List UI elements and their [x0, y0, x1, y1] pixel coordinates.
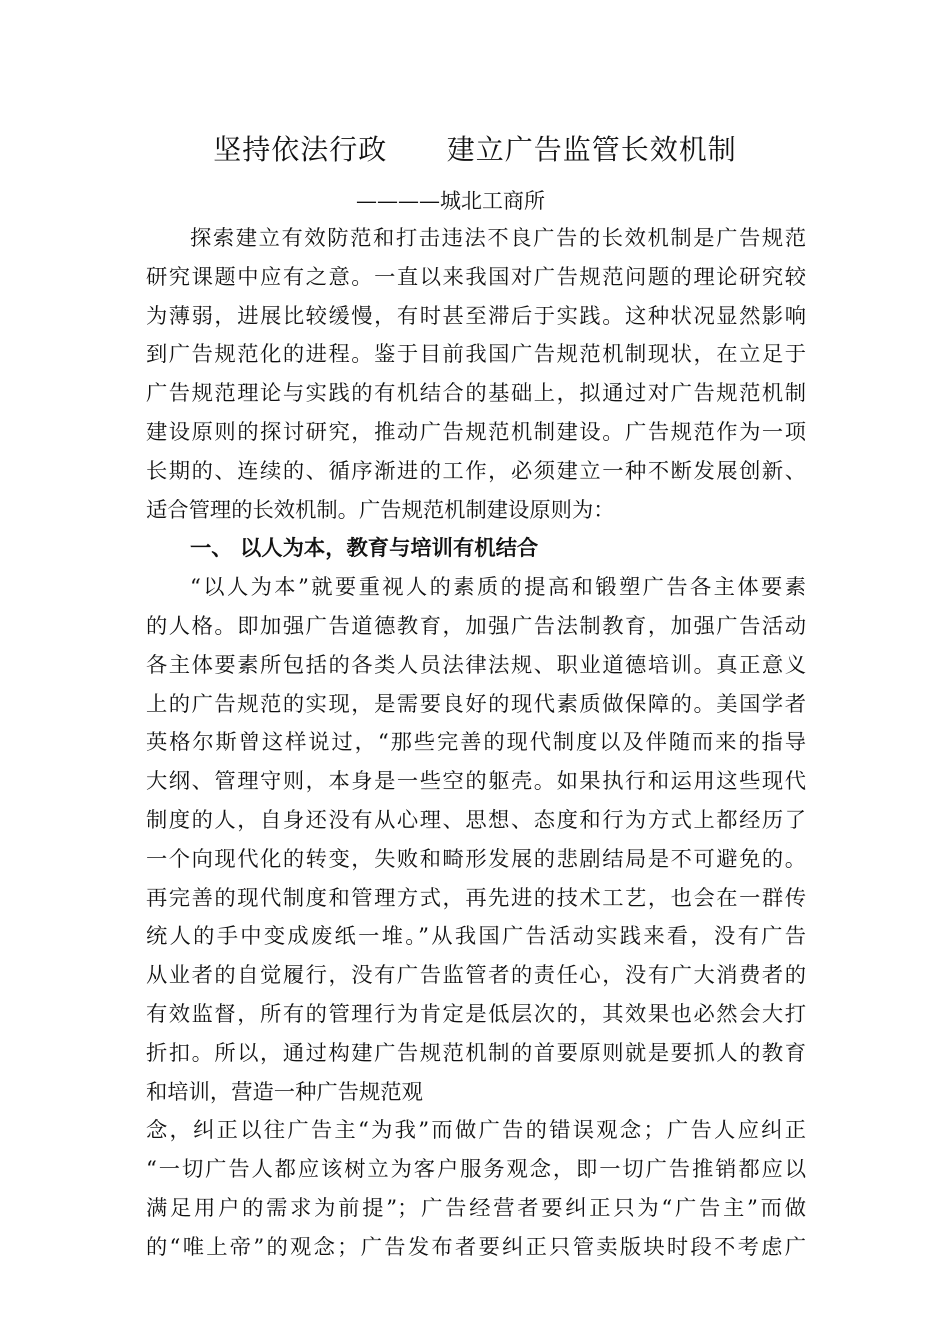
paragraph-line: 念，纠正以往广告主“为我”而做广告的错误观念；广告人应纠正: [146, 1118, 806, 1144]
paragraph-line: 再完善的现代制度和管理方式，再先进的技术工艺，也会在一群传: [146, 885, 806, 911]
paragraph-line: 满足用户的需求为前提”；广告经营者要纠正只为“广告主”而做: [146, 1195, 806, 1221]
paragraph-line: “一切广告人都应该树立为客户服务观念，即一切广告推销都应以: [146, 1157, 806, 1183]
paragraph-line: 的人格。即加强广告道德教育，加强广告法制教育，加强广告活动: [146, 613, 806, 639]
section-heading: 一、 以人为本，教育与培训有机结合: [190, 536, 539, 562]
paragraph-line: 一个向现代化的转变，失败和畸形发展的悲剧结局是不可避免的。: [146, 846, 806, 872]
paragraph-line: 制度的人，自身还没有从心理、思想、态度和行为方式上都经历了: [146, 807, 806, 833]
paragraph-line: “以人为本”就要重视人的素质的提高和锻塑广告各主体要素: [190, 575, 806, 601]
paragraph-line: 到广告规范化的进程。鉴于目前我国广告规范机制现状，在立足于: [146, 342, 806, 368]
paragraph-line: 英格尔斯曾这样说过，“那些完善的现代制度以及伴随而来的指导: [146, 730, 806, 756]
paragraph-line: 各主体要素所包括的各类人员法律法规、职业道德培训。真正意义: [146, 652, 806, 678]
paragraph-line: 探索建立有效防范和打击违法不良广告的长效机制是广告规范: [190, 226, 806, 251]
paragraph-line: 为薄弱，进展比较缓慢，有时甚至滞后于实践。这种状况显然影响: [146, 303, 806, 329]
paragraph-line: 大纲、管理守则，本身是一些空的躯壳。如果执行和运用这些现代: [146, 769, 806, 795]
paragraph-line: 和培训，营造一种广告规范观: [146, 1079, 423, 1105]
document-title: 坚持依法行政 建立广告监管长效机制: [213, 133, 737, 166]
paragraph-line: 上的广告规范的实现，是需要良好的现代素质做保障的。美国学者: [146, 691, 806, 717]
paragraph-line: 有效监督，所有的管理行为肯定是低层次的，其效果也必然会大打: [146, 1001, 806, 1027]
paragraph-line: 广告规范理论与实践的有机结合的基础上，拟通过对广告规范机制: [146, 381, 806, 407]
paragraph-line: 从业者的自觉履行，没有广告监管者的责任心，没有广大消费者的: [146, 963, 806, 989]
paragraph-line: 统人的手中变成废纸一堆。”从我国广告活动实践来看，没有广告: [146, 924, 806, 950]
paragraph-line: 长期的、连续的、循序渐进的工作，必须建立一种不断发展创新、: [146, 458, 806, 484]
paragraph-line: 建设原则的探讨研究，推动广告规范机制建设。广告规范作为一项: [146, 419, 806, 445]
document-body: [146, 220, 806, 1268]
paragraph-line: 适合管理的长效机制。广告规范机制建设原则为：: [146, 497, 615, 523]
document-subtitle: ————城北工商所: [356, 189, 545, 213]
paragraph-line: 研究课题中应有之意。一直以来我国对广告规范问题的理论研究较: [146, 264, 806, 290]
paragraph-line: 的“唯上帝”的观念；广告发布者要纠正只管卖版块时段不考虑广: [146, 1234, 806, 1260]
paragraph-line: 折扣。所以，通过构建广告规范机制的首要原则就是要抓人的教育: [146, 1040, 806, 1066]
